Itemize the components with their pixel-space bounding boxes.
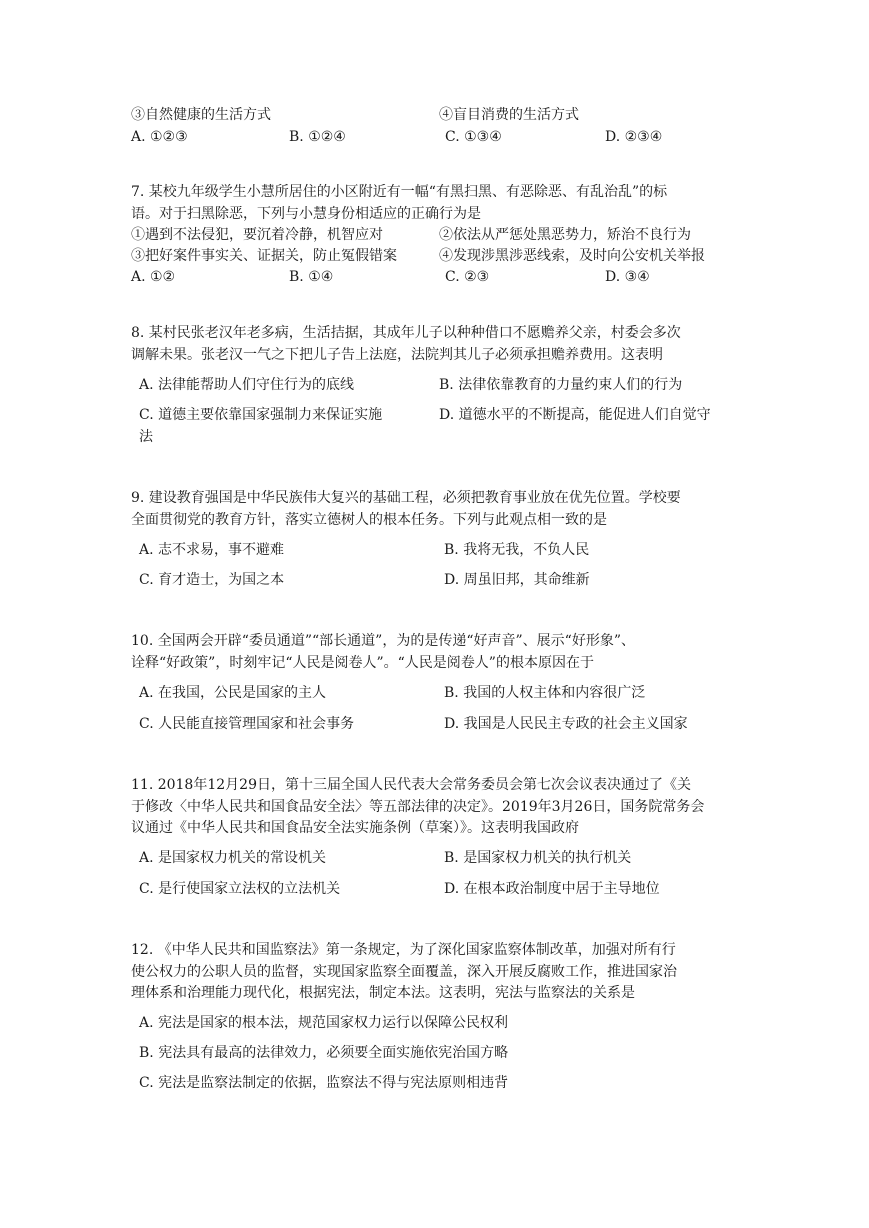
q7-item-1: ①遇到不法侵犯，要沉着冷静，机智应对 <box>131 227 383 243</box>
q9-option-c: C. 育才造士，为国之本 <box>139 572 285 588</box>
q10-stem-line-1: 10. 全国两会开辟“委员通道”“部长通道”，为的是传递“好声音”、展示“好形象”、 <box>131 633 635 649</box>
q8-option-c-wrap: 法 <box>139 429 153 445</box>
q6-option-d: D. ②③④ <box>605 129 663 145</box>
q8-option-a: A. 法律能帮助人们守住行为的底线 <box>139 377 355 393</box>
q11-option-b: B. 是国家权力机关的执行机关 <box>444 850 632 866</box>
q6-option-a: A. ①②③ <box>131 129 188 145</box>
q6-item-3: ③自然健康的生活方式 <box>131 107 271 123</box>
q8-option-d: D. 道德水平的不断提高，能促进人们自觉守 <box>439 407 711 423</box>
q10-option-b: B. 我国的人权主体和内容很广泛 <box>444 685 646 701</box>
q11-option-d: D. 在根本政治制度中居于主导地位 <box>444 881 660 897</box>
q10-stem-line-2: 诠释“好政策”，时刻牢记“人民是阅卷人”。“人民是阅卷人”的根本原因在于 <box>131 655 594 671</box>
q12-stem-line-2: 使公权力的公职人员的监督，实现国家监察全面覆盖，深入开展反腐败工作，推进国家治 <box>131 964 677 980</box>
q8-option-b: B. 法律依靠教育的力量约束人们的行为 <box>439 377 683 393</box>
q6-option-c: C. ①③④ <box>445 129 502 145</box>
q7-item-4: ④发现涉黑涉恶线索，及时向公安机关举报 <box>439 248 705 264</box>
q12-option-c: C. 宪法是监察法制定的依据，监察法不得与宪法原则相违背 <box>139 1075 509 1091</box>
q10-option-c: C. 人民能直接管理国家和社会事务 <box>139 716 355 732</box>
q6-item-4: ④盲目消费的生活方式 <box>439 107 579 123</box>
q7-option-d: D. ③④ <box>605 269 650 285</box>
q11-option-a: A. 是国家权力机关的常设机关 <box>139 850 327 866</box>
q12-option-b: B. 宪法具有最高的法律效力，必须要全面实施依宪治国方略 <box>139 1045 509 1061</box>
q8-stem-line-2: 调解未果。张老汉一气之下把儿子告上法庭，法院判其儿子必须承担赡养费用。这表明 <box>131 347 663 363</box>
q12-stem-line-1: 12. 《中华人民共和国监察法》第一条规定，为了深化国家监察体制改革，加强对所有行 <box>131 942 676 958</box>
q11-option-c: C. 是行使国家立法权的立法机关 <box>139 881 341 897</box>
q9-option-a: A. 志不求易，事不避难 <box>139 542 285 558</box>
q9-option-d: D. 周虽旧邦，其命维新 <box>444 572 590 588</box>
q7-item-2: ②依法从严惩处黑恶势力，矫治不良行为 <box>439 227 691 243</box>
q9-stem-line-2: 全面贯彻党的教育方针，落实立德树人的根本任务。下列与此观点相一致的是 <box>131 512 607 528</box>
q12-option-a: A. 宪法是国家的根本法，规范国家权力运行以保障公民权利 <box>139 1015 509 1031</box>
q6-option-b: B. ①②④ <box>289 129 346 145</box>
q7-item-3: ③把好案件事实关、证据关，防止冤假错案 <box>131 248 397 264</box>
q11-stem-line-1: 11. 2018年12月29日，第十三届全国人民代表大会常务委员会第七次会议表决通过了《关 <box>131 777 691 793</box>
q10-option-a: A. 在我国，公民是国家的主人 <box>139 685 327 701</box>
q12-stem-line-3: 理体系和治理能力现代化，根据宪法，制定本法。这表明，宪法与监察法的关系是 <box>131 985 635 1001</box>
q9-option-b: B. 我将无我，不负人民 <box>444 542 590 558</box>
q7-option-c: C. ②③ <box>445 269 490 285</box>
q7-stem-line-1: 7. 某校九年级学生小慧所居住的小区附近有一幅“有黑扫黑、有恶除恶、有乱治乱”的标 <box>131 184 668 200</box>
q7-option-b: B. ①④ <box>289 269 334 285</box>
q7-option-a: A. ①② <box>131 269 176 285</box>
q11-stem-line-2: 于修改〈中华人民共和国食品安全法〉等五部法律的决定》。2019年3月26日，国务院常务会 <box>131 799 705 815</box>
q8-option-c: C. 道德主要依靠国家强制力来保证实施 <box>139 407 383 423</box>
q8-stem-line-1: 8. 某村民张老汉年老多病，生活拮据，其成年儿子以种种借口不愿赡养父亲，村委会多次 <box>131 325 681 341</box>
q9-stem-line-1: 9. 建设教育强国是中华民族伟大复兴的基础工程，必须把教育事业放在优先位置。学校要 <box>131 490 681 506</box>
q7-stem-line-2: 语。对于扫黑除恶，下列与小慧身份相适应的正确行为是 <box>131 206 481 222</box>
q10-option-d: D. 我国是人民民主专政的社会主义国家 <box>444 716 688 732</box>
q11-stem-line-3: 议通过《中华人民共和国食品安全法实施条例（草案）》。这表明我国政府 <box>131 820 579 836</box>
